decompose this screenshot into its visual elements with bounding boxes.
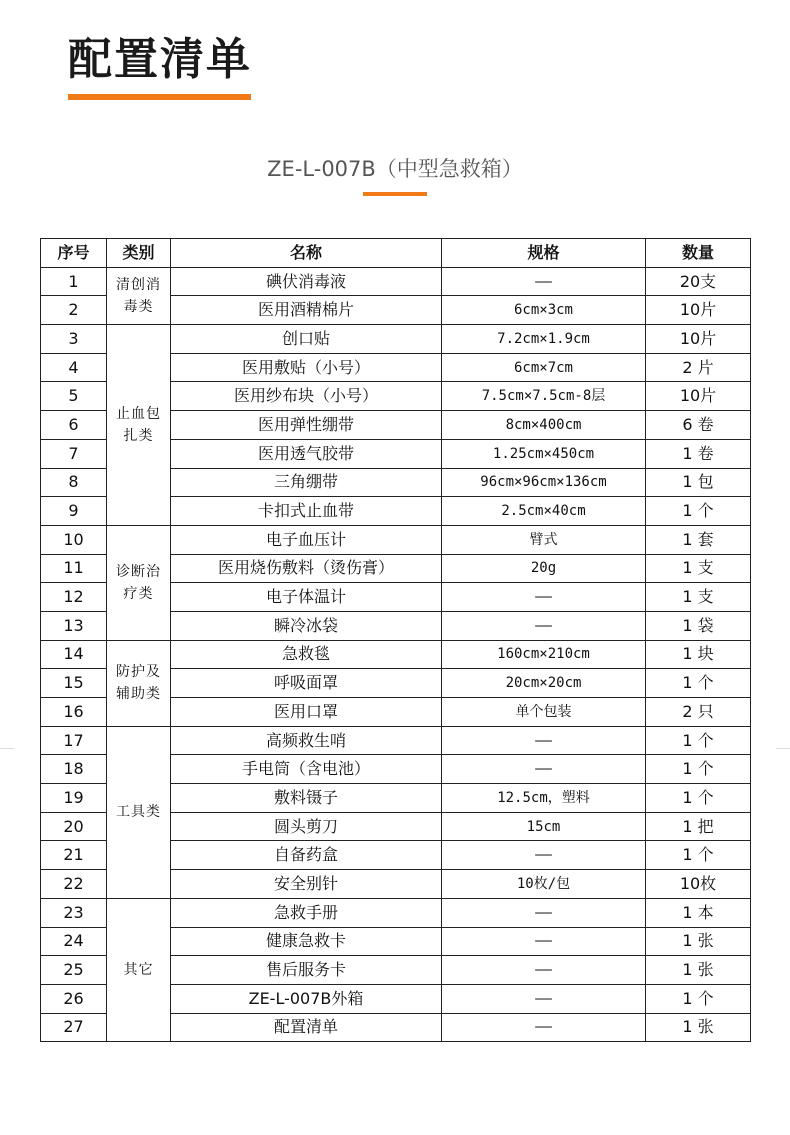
configuration-table (40, 238, 751, 1042)
table-row (41, 525, 751, 554)
item-spec: —— (442, 726, 646, 755)
category-cell: 其它 (107, 898, 171, 1041)
item-name: 医用弹性绷带 (171, 411, 442, 440)
item-spec: 20g (442, 554, 646, 583)
category-cell: 防护及辅助类 (107, 640, 171, 726)
table-row (41, 726, 751, 755)
table-header-row (41, 239, 751, 268)
item-name: 配置清单 (171, 1013, 442, 1042)
item-name: 自备药盒 (171, 841, 442, 870)
row-number: 20 (41, 812, 107, 841)
item-quantity: 1 本 (646, 898, 751, 927)
item-spec: 20cm×20cm (442, 669, 646, 698)
item-quantity: 1 个 (646, 841, 751, 870)
table-body (41, 267, 751, 1042)
category-cell: 止血包扎类 (107, 325, 171, 526)
item-spec: —— (442, 583, 646, 612)
item-spec: 160cm×210cm (442, 640, 646, 669)
header-name: 名称 (171, 239, 442, 268)
title-underline (68, 94, 251, 100)
item-spec: 8cm×400cm (442, 411, 646, 440)
header-qty: 数量 (646, 239, 751, 268)
row-number: 19 (41, 784, 107, 813)
item-quantity: 1 个 (646, 984, 751, 1013)
item-quantity: 20支 (646, 267, 751, 296)
subtitle-underline (363, 192, 427, 196)
item-spec: —— (442, 927, 646, 956)
item-name: 电子体温计 (171, 583, 442, 612)
item-name: 健康急救卡 (171, 927, 442, 956)
left-edge-mark (0, 748, 14, 749)
item-spec: 臂式 (442, 525, 646, 554)
row-number: 7 (41, 439, 107, 468)
item-name: 急救手册 (171, 898, 442, 927)
row-number: 18 (41, 755, 107, 784)
item-spec: 12.5cm，塑料 (442, 784, 646, 813)
item-name: 售后服务卡 (171, 956, 442, 985)
item-quantity: 1 个 (646, 726, 751, 755)
item-quantity: 1 个 (646, 784, 751, 813)
item-quantity: 1 支 (646, 554, 751, 583)
table-row (41, 898, 751, 927)
row-number: 13 (41, 611, 107, 640)
item-quantity: 1 支 (646, 583, 751, 612)
item-quantity: 2 只 (646, 698, 751, 727)
item-quantity: 1 袋 (646, 611, 751, 640)
item-quantity: 10片 (646, 325, 751, 354)
item-quantity: 1 卷 (646, 439, 751, 468)
row-number: 23 (41, 898, 107, 927)
item-quantity: 2 片 (646, 353, 751, 382)
row-number: 15 (41, 669, 107, 698)
row-number: 22 (41, 870, 107, 899)
item-quantity: 1 把 (646, 812, 751, 841)
item-spec: —— (442, 898, 646, 927)
item-name: 医用酒精棉片 (171, 296, 442, 325)
item-quantity: 1 张 (646, 927, 751, 956)
item-name: 手电筒（含电池） (171, 755, 442, 784)
item-name: ZE-L-007B外箱 (171, 984, 442, 1013)
item-spec: —— (442, 841, 646, 870)
item-spec: —— (442, 984, 646, 1013)
item-quantity: 10片 (646, 296, 751, 325)
row-number: 10 (41, 525, 107, 554)
row-number: 4 (41, 353, 107, 382)
item-name: 创口贴 (171, 325, 442, 354)
row-number: 24 (41, 927, 107, 956)
table-row (41, 640, 751, 669)
row-number: 5 (41, 382, 107, 411)
item-name: 安全别针 (171, 870, 442, 899)
item-quantity: 1 个 (646, 669, 751, 698)
item-quantity: 6 卷 (646, 411, 751, 440)
item-name: 医用纱布块（小号） (171, 382, 442, 411)
item-spec: 7.5cm×7.5cm-8层 (442, 382, 646, 411)
item-quantity: 1 个 (646, 497, 751, 526)
item-name: 医用透气胶带 (171, 439, 442, 468)
item-quantity: 1 包 (646, 468, 751, 497)
row-number: 27 (41, 1013, 107, 1042)
header-no: 序号 (41, 239, 107, 268)
row-number: 25 (41, 956, 107, 985)
item-quantity: 10片 (646, 382, 751, 411)
item-name: 卡扣式止血带 (171, 497, 442, 526)
page-title: 配置清单 (68, 34, 252, 85)
row-number: 11 (41, 554, 107, 583)
item-name: 医用烧伤敷料（烫伤膏） (171, 554, 442, 583)
item-spec: 单个包装 (442, 698, 646, 727)
item-name: 三角绷带 (171, 468, 442, 497)
row-number: 12 (41, 583, 107, 612)
item-quantity: 1 套 (646, 525, 751, 554)
row-number: 8 (41, 468, 107, 497)
row-number: 16 (41, 698, 107, 727)
item-name: 急救毯 (171, 640, 442, 669)
category-cell: 工具类 (107, 726, 171, 898)
item-quantity: 1 张 (646, 1013, 751, 1042)
header-category: 类别 (107, 239, 171, 268)
item-name: 呼吸面罩 (171, 669, 442, 698)
row-number: 6 (41, 411, 107, 440)
item-name: 敷料镊子 (171, 784, 442, 813)
item-spec: 15cm (442, 812, 646, 841)
item-name: 医用敷贴（小号） (171, 353, 442, 382)
row-number: 21 (41, 841, 107, 870)
item-spec: 6cm×3cm (442, 296, 646, 325)
item-name: 碘伏消毒液 (171, 267, 442, 296)
category-cell: 诊断治疗类 (107, 525, 171, 640)
item-quantity: 1 个 (646, 755, 751, 784)
row-number: 26 (41, 984, 107, 1013)
row-number: 2 (41, 296, 107, 325)
item-spec: 7.2cm×1.9cm (442, 325, 646, 354)
item-spec: —— (442, 956, 646, 985)
row-number: 17 (41, 726, 107, 755)
item-spec: —— (442, 611, 646, 640)
header-spec: 规格 (442, 239, 646, 268)
item-spec: 10枚/包 (442, 870, 646, 899)
item-quantity: 1 张 (646, 956, 751, 985)
item-spec: —— (442, 267, 646, 296)
item-spec: —— (442, 755, 646, 784)
item-spec: 1.25cm×450cm (442, 439, 646, 468)
row-number: 3 (41, 325, 107, 354)
item-spec: 96cm×96cm×136cm (442, 468, 646, 497)
product-subtitle: ZE-L-007B（中型急救箱） (267, 157, 523, 181)
category-cell: 清创消毒类 (107, 267, 171, 324)
row-number: 9 (41, 497, 107, 526)
table-row (41, 267, 751, 296)
item-quantity: 1 块 (646, 640, 751, 669)
table-row (41, 325, 751, 354)
item-quantity: 10枚 (646, 870, 751, 899)
item-name: 医用口罩 (171, 698, 442, 727)
row-number: 14 (41, 640, 107, 669)
item-name: 电子血压计 (171, 525, 442, 554)
item-spec: 6cm×7cm (442, 353, 646, 382)
item-name: 圆头剪刀 (171, 812, 442, 841)
item-name: 高频救生哨 (171, 726, 442, 755)
item-spec: 2.5cm×40cm (442, 497, 646, 526)
right-edge-mark (776, 748, 790, 749)
item-name: 瞬冷冰袋 (171, 611, 442, 640)
item-spec: —— (442, 1013, 646, 1042)
row-number: 1 (41, 267, 107, 296)
